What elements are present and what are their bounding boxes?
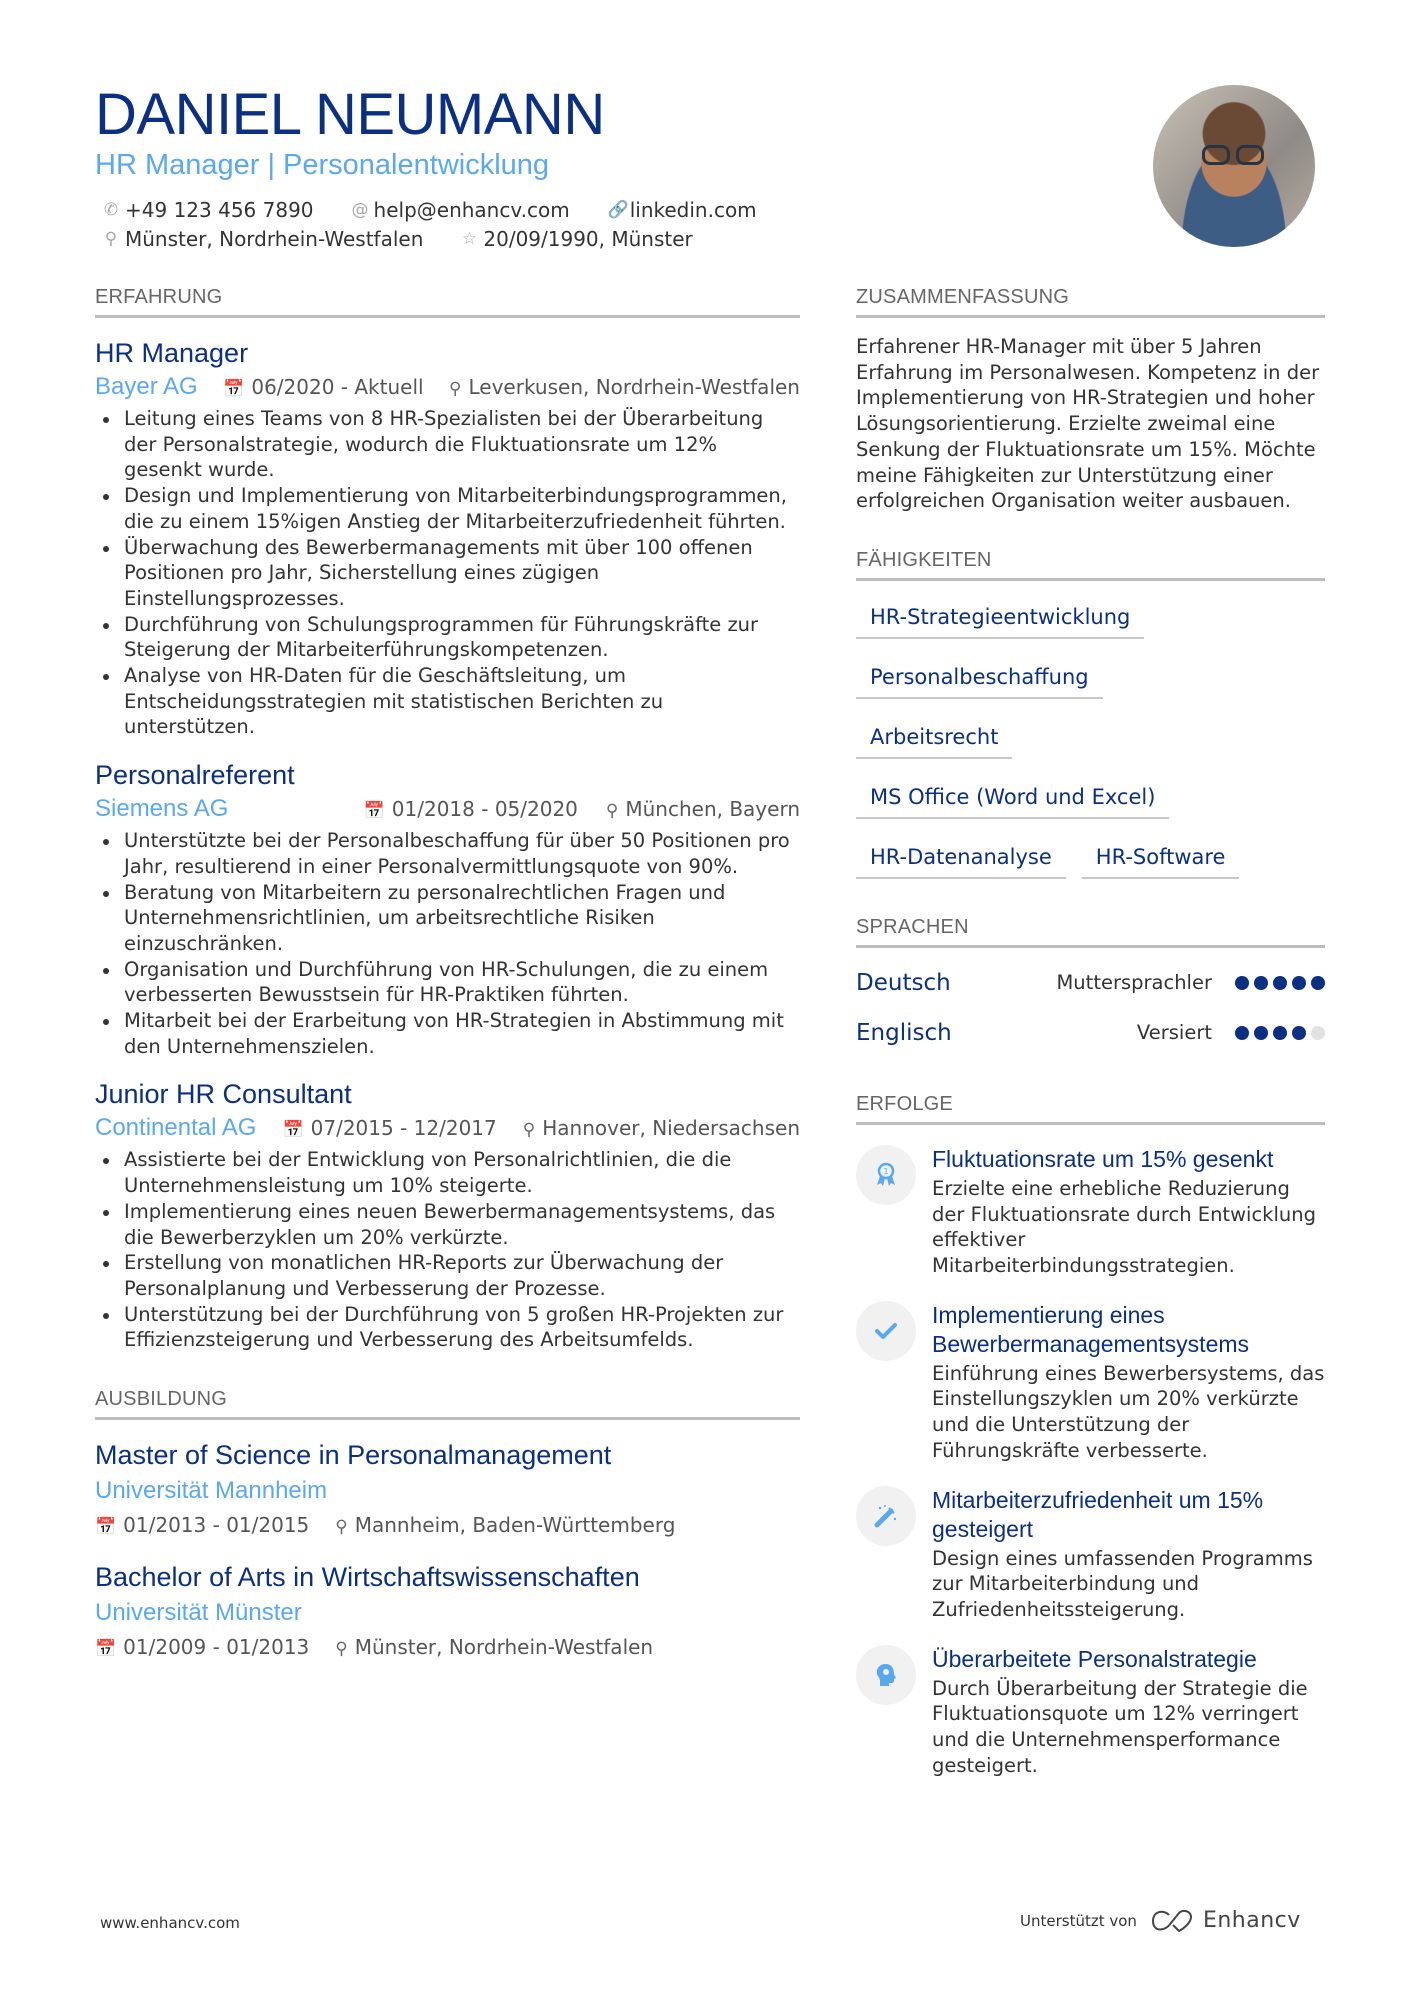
- section-title-skills: FÄHIGKEITEN: [856, 548, 1325, 581]
- edu-dates-text: 01/2013 - 01/2015: [123, 1513, 310, 1538]
- magic-wand-icon: [856, 1486, 916, 1546]
- link-icon: 🔗: [607, 200, 629, 220]
- rating-dot-filled: [1235, 976, 1249, 990]
- job-bullet: Unterstützte bei der Personalbeschaffung für über 50 Positionen pro Jahr, resultierend in einer Personalvermittlungsquote von 90%.: [95, 828, 800, 879]
- achievement-title: Mitarbeiterzufriedenheit um 15% gesteigert: [932, 1486, 1264, 1542]
- edu-meta: [95, 1632, 800, 1664]
- education-entry: [95, 1560, 800, 1664]
- skill-tag: Personalbeschaffung: [856, 653, 1103, 699]
- job-bullet: Organisation und Durchführung von HR-Schulungen, die zu einem verbesserten Bewusstsein für HR-Praktiken führten.: [95, 957, 800, 1008]
- resume-header: [95, 82, 1135, 254]
- contact-list: [95, 196, 1095, 254]
- section-title-achievements: ERFOLGE: [856, 1092, 1325, 1125]
- achievement-desc: Durch Überarbeitung der Strategie die Fluktuationsquote um 12% verringert und die Unternehmensperformance gesteigert.: [932, 1676, 1308, 1777]
- language-row: [856, 958, 1325, 1008]
- job-bullet: Design und Implementierung von Mitarbeiterbindungsprogrammen, die zu einem 15%igen Anstieg der Mitarbeiterzufriedenheit führten.: [95, 483, 800, 534]
- svg-text:1: 1: [883, 1166, 889, 1176]
- job-dates: [282, 1113, 496, 1145]
- footer-website[interactable]: www.enhancv.com: [100, 1914, 240, 1932]
- achievement-desc: Erzielte eine erhebliche Reduzierung der Fluktuationsrate durch Entwicklung effektiver Mitarbeiterbindungsstrategien.: [932, 1176, 1316, 1278]
- achievement-body: [932, 1486, 1325, 1623]
- contact-phone: [103, 196, 314, 225]
- edu-school: Universität Mannheim: [95, 1477, 328, 1505]
- edu-dates-text: 01/2009 - 01/2013: [123, 1635, 310, 1660]
- candidate-headline: HR Manager | Personalentwicklung: [95, 149, 550, 181]
- enhancv-brand: Enhancv: [1202, 1908, 1301, 1933]
- achievement-title: Überarbeitete Personalstrategie: [932, 1645, 1257, 1672]
- job-location-text: Leverkusen, Nordrhein-Westfalen: [468, 375, 800, 399]
- job-bullet: Unterstützung bei der Durchführung von 5 großen HR-Projekten zur Effizienzsteigerung und Verbesserung des Arbeitsumfelds.: [95, 1302, 800, 1353]
- job-title: HR Manager: [95, 338, 249, 368]
- edu-dates: [95, 1510, 309, 1542]
- location-icon: ⚲: [335, 1517, 348, 1538]
- contact-email-text[interactable]: help@enhancv.com: [373, 198, 570, 222]
- edu-degree: Master of Science in Personalmanagement: [95, 1440, 612, 1471]
- job-bullets: [95, 828, 800, 1059]
- location-icon: ⚲: [449, 379, 462, 399]
- rating-dot-filled: [1311, 976, 1325, 990]
- job-entry: [95, 758, 800, 1059]
- achievement-title: Implementierung eines Bewerbermanagementsystems: [932, 1301, 1250, 1357]
- edu-location-text: Mannheim, Baden-Württemberg: [354, 1513, 676, 1538]
- job-location: [523, 1113, 800, 1145]
- language-level: Versiert: [1136, 1021, 1212, 1045]
- footer-powered-by: [1020, 1908, 1301, 1933]
- calendar-icon: 📅: [282, 1120, 304, 1141]
- location-icon: ⚲: [104, 229, 118, 249]
- job-bullet: Mitarbeit bei der Erarbeitung von HR-Strategien in Abstimmung mit den Unternehmenszielen.: [95, 1008, 800, 1059]
- section-title-summary: ZUSAMMENFASSUNG: [856, 285, 1325, 318]
- candidate-name: DANIEL NEUMANN: [95, 82, 605, 147]
- job-location: [449, 372, 800, 404]
- rating-dot-filled: [1273, 976, 1287, 990]
- achievement-desc: Design eines umfassenden Programms zur Mitarbeiterbindung und Zufriedenheitssteigerung.: [932, 1546, 1313, 1621]
- right-column: [856, 285, 1325, 1778]
- achievement-body: [932, 1301, 1325, 1464]
- job-bullets: [95, 406, 800, 740]
- award-ribbon-icon: [856, 1145, 916, 1205]
- job-dates: [223, 372, 423, 404]
- job-location-text: München, Bayern: [625, 797, 800, 822]
- phone-icon: ✆: [103, 200, 119, 220]
- contact-linkedin-text[interactable]: linkedin.com: [629, 198, 757, 222]
- calendar-icon: 📅: [95, 1517, 117, 1538]
- job-meta: [95, 1113, 800, 1145]
- job-bullet: Analyse von HR-Daten für die Geschäftsleitung, um Entscheidungsstrategien mit statistischen Berichten zu unterstützen.: [95, 663, 800, 740]
- edu-meta: [95, 1510, 800, 1542]
- job-meta: [95, 372, 800, 404]
- skill-tag: HR-Software: [1082, 833, 1240, 879]
- rating-dot-filled: [1273, 1026, 1287, 1040]
- contact-linkedin[interactable]: [608, 196, 757, 225]
- location-icon: ⚲: [335, 1639, 348, 1660]
- achievement-item: [856, 1486, 1325, 1623]
- achievement-desc: Einführung eines Bewerbersystems, das Einstellungszyklen um 20% verkürzte und die Unterstützung der Führungskräfte verbesserte.: [932, 1361, 1325, 1462]
- star-icon: ☆: [461, 229, 477, 249]
- rating-dot-empty: [1311, 1026, 1325, 1040]
- section-title-languages: SPRACHEN: [856, 915, 1325, 948]
- job-title: Personalreferent: [95, 760, 295, 791]
- section-title-experience: ERFAHRUNG: [95, 285, 800, 318]
- job-meta: [95, 794, 800, 826]
- rating-dot-filled: [1254, 976, 1268, 990]
- enhancv-logo-icon: [1149, 1909, 1195, 1933]
- job-bullet: Durchführung von Schulungsprogrammen für Führungskräfte zur Steigerung der Mitarbeiterführungskompetenzen.: [95, 612, 800, 663]
- photo-glasses: [1202, 145, 1266, 167]
- location-icon: ⚲: [605, 801, 619, 822]
- language-row: [856, 1008, 1325, 1058]
- job-dates-text: 07/2015 - 12/2017: [310, 1116, 497, 1141]
- skill-tag: Arbeitsrecht: [856, 713, 1012, 759]
- job-dates-text: 06/2020 - Aktuell: [251, 375, 424, 399]
- edu-location: [335, 1632, 653, 1664]
- calendar-icon: 📅: [363, 801, 385, 822]
- edu-location-text: Münster, Nordrhein-Westfalen: [354, 1635, 654, 1660]
- section-title-education: AUSBILDUNG: [95, 1387, 800, 1420]
- location-icon: ⚲: [522, 1120, 536, 1141]
- summary-text: Erfahrener HR-Manager mit über 5 Jahren Erfahrung im Personalwesen. Kompetenz in der Implementierung von HR-Strategien und hoher Lösungsorientierung. Erzielte zweimal eine Senkung der Fluktuationsrate um 15%. Möchte meine Fähigkeiten zur Unterstützung einer erfolgreichen Organisation weiter ausbauen.: [856, 335, 1320, 513]
- achievement-item: [856, 1145, 1325, 1279]
- edu-degree: Bachelor of Arts in Wirtschaftswissenschaften: [95, 1562, 640, 1593]
- achievement-title: Fluktuationsrate um 15% gesenkt: [932, 1145, 1274, 1172]
- skill-tag: HR-Strategieentwicklung: [856, 593, 1144, 639]
- language-level: Muttersprachler: [1056, 971, 1212, 995]
- language-rating: [1230, 1026, 1325, 1040]
- achievement-body: [932, 1145, 1325, 1279]
- contact-location: [103, 225, 423, 254]
- contact-email[interactable]: [352, 196, 570, 225]
- job-bullet: Leitung eines Teams von 8 HR-Spezialisten bei der Überarbeitung der Personalstrategie, wodurch die Fluktuationsrate um 12% gesenkt wurde.: [95, 406, 800, 483]
- rating-dot-filled: [1292, 1026, 1306, 1040]
- job-entry: [95, 336, 800, 740]
- skill-tag: HR-Datenanalyse: [856, 833, 1066, 879]
- achievement-item: [856, 1645, 1325, 1779]
- at-icon: @: [351, 200, 369, 220]
- skill-tag: MS Office (Word und Excel): [856, 773, 1169, 819]
- job-bullet: Erstellung von monatlichen HR-Reports zur Überwachung der Personalplanung und Verbesserung der Prozesse.: [95, 1250, 800, 1301]
- job-bullet: Assistierte bei der Entwicklung von Personalrichtlinien, die die Unternehmensleistung um 10% steigerte.: [95, 1147, 800, 1198]
- calendar-icon: 📅: [223, 379, 245, 399]
- calendar-icon: 📅: [95, 1639, 117, 1660]
- edu-location: [335, 1510, 675, 1542]
- job-title: Junior HR Consultant: [95, 1079, 352, 1110]
- language-name: Englisch: [856, 1019, 952, 1046]
- rating-dot-filled: [1235, 1026, 1249, 1040]
- job-dates-text: 01/2018 - 05/2020: [391, 797, 578, 822]
- profile-photo: [1153, 85, 1315, 247]
- skills-list: [856, 593, 1325, 893]
- job-dates: [364, 794, 578, 826]
- job-bullet: Implementierung eines neuen Bewerbermanagementsystems, das die Bewerberzyklen um 20% verkürzte.: [95, 1199, 800, 1250]
- job-meta-right: [364, 794, 800, 826]
- language-name: Deutsch: [856, 969, 951, 996]
- job-location-text: Hannover, Niedersachsen: [542, 1116, 800, 1141]
- contact-birth-text: 20/09/1990, Münster: [483, 227, 693, 251]
- edu-dates: [95, 1632, 309, 1664]
- achievement-item: [856, 1301, 1325, 1464]
- job-bullet: Beratung von Mitarbeitern zu personalrechtlichen Fragen und Unternehmensrichtlinien, um arbeitsrechtliche Risiken einzuschränken.: [95, 880, 800, 957]
- job-company: Continental AG: [95, 1114, 257, 1142]
- job-bullet: Überwachung des Bewerbermanagements mit über 100 offenen Positionen pro Jahr, Sicherstellung eines zügigen Einstellungsprozesses.: [95, 535, 800, 612]
- job-location: [606, 794, 800, 826]
- contact-birth: [461, 225, 692, 254]
- education-entry: [95, 1438, 800, 1542]
- rating-dot-filled: [1254, 1026, 1268, 1040]
- edu-school: Universität Münster: [95, 1599, 302, 1627]
- left-column: [95, 285, 800, 1664]
- job-bullets: [95, 1147, 800, 1353]
- job-entry: [95, 1077, 800, 1353]
- job-company: Siemens AG: [95, 795, 229, 823]
- powered-by-label: Unterstützt von: [1020, 1911, 1137, 1930]
- head-brain-icon: [856, 1645, 916, 1705]
- checkmark-icon: [856, 1301, 916, 1361]
- achievement-body: [932, 1645, 1325, 1779]
- language-rating: [1230, 976, 1325, 990]
- rating-dot-filled: [1292, 976, 1306, 990]
- contact-location-text: Münster, Nordrhein-Westfalen: [125, 227, 424, 251]
- job-company: Bayer AG: [95, 373, 198, 400]
- languages-list: [856, 958, 1325, 1058]
- contact-phone-text: +49 123 456 7890: [125, 198, 314, 222]
